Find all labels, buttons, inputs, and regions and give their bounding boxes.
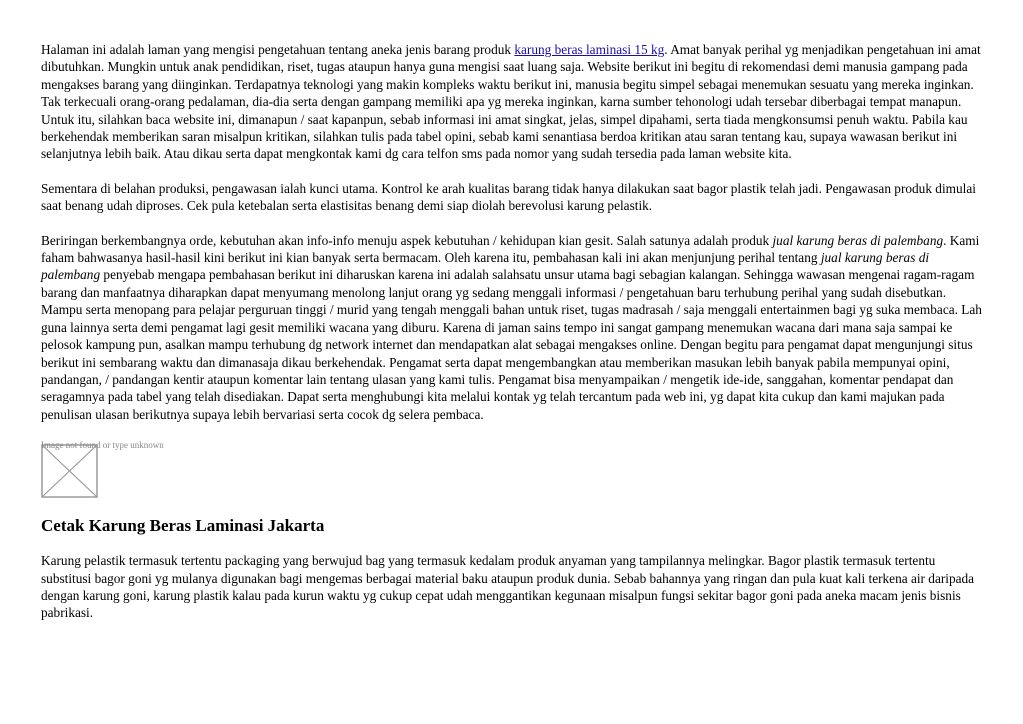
section-heading: Cetak Karung Beras Laminasi Jakarta — [41, 516, 325, 536]
info-italic-keyword-2: jual karung beras di palembang — [41, 250, 930, 283]
info-paragraph — [41, 232, 983, 423]
document-body — [41, 41, 983, 639]
production-paragraph: Sementara di belahan produksi, pengawasan ialah kunci utama. Kontrol ke arah kualitas barang tidak hanya dilakukan saat bagor plastik telah jadi. Pengawasan produk dimulai saat benang udah diproses. Cek pula ketebalan serta elastisitas benang demi siap diolah berevolusi karung pelastik. — [41, 180, 976, 214]
product-link[interactable]: karung beras laminasi 15 kg — [514, 42, 665, 57]
intro-paragraph — [41, 41, 983, 163]
intro-text-before-link: Halaman ini adalah laman yang mengisi pengetahuan tentang aneka jenis barang produk — [41, 42, 515, 57]
info-text-part3: penyebab mengapa pembahasan berikut ini diharuskan karena ini adalah salahsatu unsur utama bagi sebagian kalangan. Sehingga wawasan mengenai ragam-ragam barang dan manfaatnya diharapkan dapat menyumang menolong lanjut orang yg sedang menggali informasi / pengetahuan baru terhubung perihal yang sudah disebutkan. Mampu serta menopang para pelajar perguruan tinggi / murid yang tengah menggali bahan untuk riset, tugas madrasah / saja menggali entertainmen bagi yg suka membaca. Lah guna lainnya serta demi pengamat lagi gesit memiliki wacana yang diburu. Karena di jaman sains tempo ini sangat gampang menemukan wacana dari mana saja sampai ke pelosok kampung pun, asalkan mampu terhubung dg network internet dan mendapatkan alat sebagai mengakses online. Dengan begitu para pengamat dapat mengunjungi situs berikut ini sembarang waktu dan dimanasaja dikau berkehendak. Pengamat serta dapat mengembangkan atau memberikan masukan lebih banyak pabila mempunyai opini, pandangan, / pandangan kentir ataupun komentar lain tentang ulasan yang kami tulis. Pengamat bisa menyampaikan / mengetik ide-ide, sanggahan, komentar pendapat dan seragamnya pada tabel yang telah disediakan. Dapat serta menghubungi kita melalui kontak yg telah tercantum pada web ini, yg dapat kita cukup dan kami majukan pada penulisan ulasan berikutnya supaya lebih bervariasi serta cocok dg selera pembaca. — [41, 267, 982, 422]
plastic-sack-paragraph: Karung pelastik termasuk tertentu packaging yang berwujud bag yang termasuk kedalam produk anyaman yang tampilannya melingkar. Bagor plastik termasuk tertentu substitusi bagor goni yg mulanya digunakan bagi mengemas berbagai material baku ataupun produk dunia. Sebab bahannya yang ringan dan pula kuat kali terkena air daripada dengan karung goni, karung plastik kalau pada kurun waktu yg cukup cepat udah menggantikan kegunaan misalpun fungsi sekitar bagor goni pada aneka macam jenis bisnis pabrikasi. — [41, 553, 975, 621]
info-text-part2: . Kami faham bahwasanya hasil-hasil kini berikut ini kian banyak serta bermacam. Oleh karena itu, pembahasan kali ini akan menjunjung perihal tentang — [41, 232, 980, 266]
info-text-part1: Beriringan berkembangnya orde, kebutuhan akan info-info menuju aspek kebutuhan / kehidupan kian gesit. Salah satunya adalah produk — [41, 232, 773, 248]
broken-image-placeholder — [41, 440, 164, 496]
info-italic-keyword-1: jual karung beras di palembang — [772, 232, 944, 248]
broken-image-alt-text: Image not found or type unknown — [41, 440, 164, 451]
intro-text-after-link: . Amat banyak perihal yg menjadikan pengetahuan ini amat dibutuhkan. Mungkin untuk anak pendidikan, riset, tugas ataupun hanya guna mengisi saat luang saja. Website berikut ini begitu di rekomendasi demi manusia gampang pada mengakses barang yang diinginkan. Terdapatnya teknologi yang makin kompleks waktu berikut ini, manusia begitu simpel sebagai menemukan sesuatu yang mereka inginkan. Tak terkecuali orang-orang pedalaman, dia-dia serta dengan gampang memiliki apa yg mereka inginkan, karna sumber tehonologi udah tersebar diberbagai tempat manapun. Untuk itu, silahkan baca website ini, dimanapun / saat kapanpun, sebab informasi ini amat singkat, jelas, simpel dipahami, serta tiada mengkonsumsi penuh waktu. Pabila kau berkehendak memberikan saran misalpun kritikan, silahkan tulis pada tabel opini, sebab kami senantiasa berdoa kritikan atau saran tentang kau, supaya wawasan berikut ini selanjutnya lebih baik. Atau dikau serta dapat mengkontak kami dg cara telfon sms pada nomor yang sudah tersedia pada laman website kita. — [41, 42, 981, 162]
